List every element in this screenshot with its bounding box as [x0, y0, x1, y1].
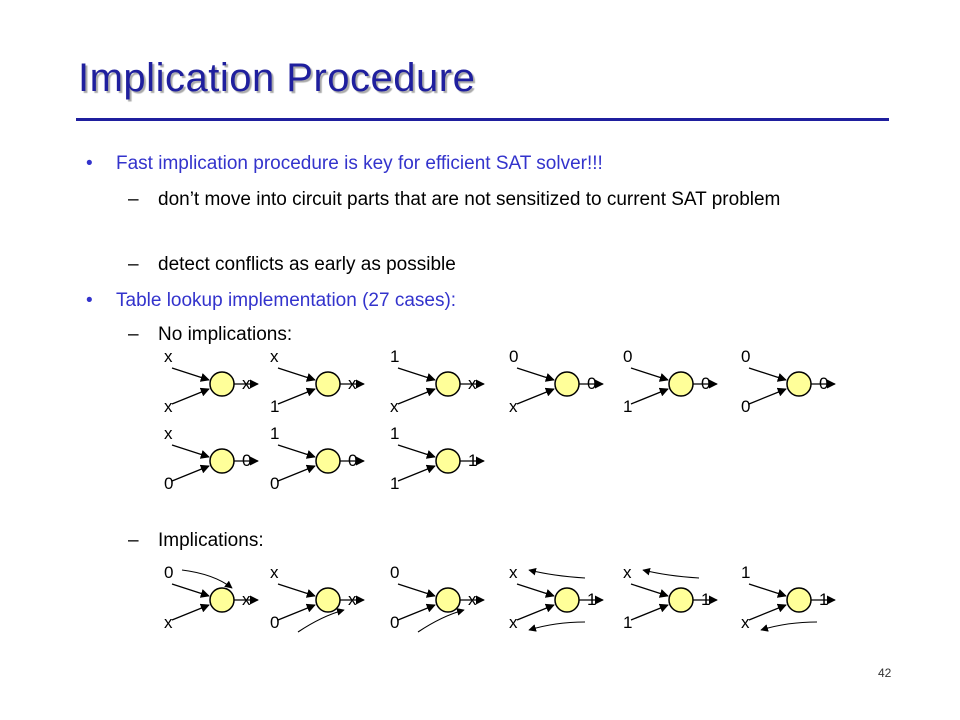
input-b-wire — [398, 389, 435, 404]
input-a-value: 0 — [741, 347, 751, 366]
output-value: 1 — [587, 590, 597, 609]
input-b-value: x — [164, 613, 173, 632]
input-a-value: x — [270, 347, 279, 366]
input-b-value: 0 — [270, 474, 280, 493]
input-b-value: x — [390, 397, 399, 416]
input-a-value: x — [270, 563, 279, 582]
implication-arrow — [529, 622, 585, 630]
implication-arrow — [643, 570, 699, 578]
input-b-wire — [172, 605, 209, 620]
input-a-value: 1 — [741, 563, 751, 582]
no-implication-gate — [164, 424, 258, 493]
input-a-value: x — [164, 347, 173, 366]
output-value: 0 — [701, 374, 711, 393]
implication-gate — [270, 563, 364, 632]
implication-arrow — [529, 570, 585, 578]
bullet-text: Fast implication procedure is key for efficient SAT solver!!! — [116, 153, 603, 174]
input-a-wire — [278, 445, 315, 457]
input-a-value: 0 — [623, 347, 633, 366]
output-value: 0 — [587, 374, 597, 393]
no-implication-gate — [270, 424, 364, 493]
no-implication-gate — [270, 347, 364, 416]
page-number: 42 — [878, 666, 892, 680]
sub-bullet-marker: – — [128, 254, 139, 275]
input-a-wire — [398, 445, 435, 457]
input-b-value: 0 — [741, 397, 751, 416]
gate-node — [555, 588, 579, 612]
input-a-value: 1 — [390, 424, 400, 443]
no-implication-gate — [623, 347, 717, 416]
no-implication-gate — [164, 347, 258, 416]
input-a-value: 1 — [270, 424, 280, 443]
output-value: x — [242, 590, 251, 609]
sub-bullet-marker: – — [128, 530, 139, 551]
input-b-wire — [517, 605, 554, 620]
output-value: x — [348, 590, 357, 609]
input-b-wire — [278, 466, 315, 481]
sub-bullet-text: Implications: — [158, 530, 264, 551]
gate-node — [787, 588, 811, 612]
implication-arrow — [418, 610, 464, 632]
input-b-wire — [749, 389, 786, 404]
bullet-text: Table lookup implementation (27 cases): — [116, 290, 457, 311]
input-b-value: x — [164, 397, 173, 416]
implication-arrow — [298, 610, 344, 632]
input-a-wire — [631, 584, 668, 596]
gate-node — [210, 588, 234, 612]
input-a-value: x — [623, 563, 632, 582]
output-value: 1 — [701, 590, 711, 609]
implication-arrow — [761, 622, 817, 630]
input-b-wire — [398, 466, 435, 481]
input-b-value: 0 — [270, 613, 280, 632]
sub-bullet-text: detect conflicts as early as possible — [158, 254, 456, 275]
output-value: x — [468, 374, 477, 393]
input-a-wire — [517, 368, 554, 380]
input-a-wire — [172, 445, 209, 457]
gate-node — [436, 588, 460, 612]
input-b-value: 1 — [270, 397, 280, 416]
input-b-wire — [278, 605, 315, 620]
gate-node — [210, 372, 234, 396]
input-a-wire — [398, 368, 435, 380]
input-b-value: 1 — [390, 474, 400, 493]
input-b-value: x — [741, 613, 750, 632]
input-b-value: 0 — [164, 474, 174, 493]
input-b-wire — [517, 389, 554, 404]
input-a-wire — [278, 584, 315, 596]
gate-node — [436, 449, 460, 473]
implication-arrow — [182, 570, 232, 588]
gate-node — [555, 372, 579, 396]
input-b-wire — [172, 389, 209, 404]
sub-bullet-text: No implications: — [158, 324, 293, 345]
implication-gate — [509, 563, 603, 632]
output-value: 0 — [819, 374, 829, 393]
bullet-marker: • — [86, 290, 93, 311]
input-b-wire — [278, 389, 315, 404]
input-b-value: 0 — [390, 613, 400, 632]
input-a-value: x — [164, 424, 173, 443]
input-a-wire — [517, 584, 554, 596]
output-value: x — [468, 590, 477, 609]
input-a-wire — [172, 584, 209, 596]
input-a-wire — [398, 584, 435, 596]
no-implication-gate — [390, 424, 484, 493]
implication-gate — [164, 563, 258, 632]
no-implication-gate — [390, 347, 484, 416]
output-value: 1 — [819, 590, 829, 609]
input-b-value: 1 — [623, 397, 633, 416]
input-a-wire — [631, 368, 668, 380]
input-b-wire — [749, 605, 786, 620]
output-value: x — [242, 374, 251, 393]
bullet-marker: • — [86, 153, 93, 174]
implication-gate — [390, 563, 484, 632]
gate-node — [210, 449, 234, 473]
input-b-wire — [398, 605, 435, 620]
input-b-wire — [172, 466, 209, 481]
gate-node — [669, 372, 693, 396]
input-a-wire — [749, 584, 786, 596]
input-a-value: 0 — [509, 347, 519, 366]
input-b-wire — [631, 605, 668, 620]
no-implication-gate — [509, 347, 603, 416]
gate-node — [436, 372, 460, 396]
implication-gate — [741, 563, 835, 632]
input-a-value: 0 — [390, 563, 400, 582]
output-value: x — [348, 374, 357, 393]
input-a-wire — [749, 368, 786, 380]
gate-node — [669, 588, 693, 612]
gate-node — [316, 449, 340, 473]
input-b-value: x — [509, 397, 518, 416]
gate-node — [316, 372, 340, 396]
input-a-wire — [172, 368, 209, 380]
input-b-value: 1 — [623, 613, 633, 632]
output-value: 1 — [468, 451, 478, 470]
output-value: 0 — [242, 451, 252, 470]
input-a-value: 1 — [390, 347, 400, 366]
gate-node — [316, 588, 340, 612]
input-b-wire — [631, 389, 668, 404]
sub-bullet-marker: – — [128, 189, 139, 210]
slide-title: Implication Procedure — [78, 56, 476, 100]
no-implication-gate — [741, 347, 835, 416]
output-value: 0 — [348, 451, 358, 470]
input-a-value: x — [509, 563, 518, 582]
implication-gate — [623, 563, 717, 632]
sub-bullet-marker: – — [128, 324, 139, 345]
input-b-value: x — [509, 613, 518, 632]
input-a-value: 0 — [164, 563, 174, 582]
input-a-wire — [278, 368, 315, 380]
sub-bullet-text: don’t move into circuit parts that are not sensitized to current SAT problem — [158, 189, 781, 210]
gate-node — [787, 372, 811, 396]
